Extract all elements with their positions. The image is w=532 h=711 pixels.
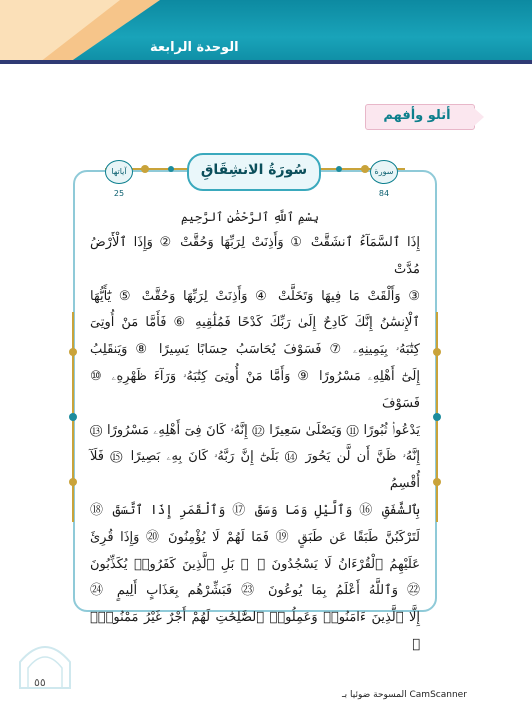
header-divider (0, 60, 532, 64)
verses-text (90, 230, 420, 652)
section-tag-label: أتلو وأفهم (383, 108, 451, 123)
verse-line: إِذَا ٱلسَّمَآءُ ٱنشَقَّتْ ① وَأَذِنَتْ لِرَبِّهَا وَحُقَّتْ ② وَإِذَا ٱلْأَرْضُ مُدَّتْ (90, 235, 420, 277)
scanner-watermark: المسوحة ضوئيا بـ CamScanner (342, 690, 467, 700)
verse-line: عَلَيْهِمُ ٱلْقُرْءَانُ لَا يَسْجُدُونَ ۩ ㉑ بَلِ ٱلَّذِينَ كَفَرُوا۟ يُكَذِّبُونَ (90, 556, 420, 572)
verse-line: كِتَٰبَهُۥ بِيَمِينِهِۦ ⑦ فَسَوْفَ يُحَاسَبُ حِسَابًا يَسِيرًا ⑧ وَيَنقَلِبُ (90, 342, 420, 358)
section-tag (365, 104, 475, 130)
verse-line: بِٱلشَّفَقِ ⑯ وَٱلَّيْلِ وَمَا وَسَقَ ⑰ وَٱلْقَمَرِ إِذَا ٱتَّسَقَ ⑱ (90, 502, 420, 518)
verse-line: ㉒ وَٱللَّهُ أَعْلَمُ بِمَا يُوعُونَ ㉓ فَبَشِّرْهُم بِعَذَابٍ أَلِيمٍ ㉔ (90, 583, 420, 599)
basmala: بِسْمِ ٱللَّهِ ٱلرَّحْمَٰنِ ٱلرَّحِيمِ (180, 210, 319, 224)
ayah-count-badge: آياتها 25 (105, 160, 133, 184)
unit-title: الوحدة الرابعة (150, 40, 239, 55)
verse-line: لَتَرْكَبُنَّ طَبَقًا عَن طَبَقٍ ⑲ فَمَا لَهُمْ لَا يُؤْمِنُونَ ⑳ وَإِذَا قُرِئَ (90, 529, 420, 545)
right-side-ornament (432, 312, 442, 522)
surah-title-box (187, 153, 321, 191)
surah-title: سُورَةُ الانشِقَاقِ (200, 162, 308, 178)
verse-line: يَدْعُوا۟ ثُبُورًا ⑪ وَيَصْلَىٰ سَعِيرًا ⑫ إِنَّهُۥ كَانَ فِىٓ أَهْلِهِۦ مَسْرُورًا ⑬ (90, 422, 420, 438)
verse-line: إِنَّهُۥ ظَنَّ أَن لَّن يَحُورَ ⑭ بَلَىٰٓ إِنَّ رَبَّهُۥ كَانَ بِهِۦ بَصِيرًا ⑮ فَلَآ أُقْسِمُ (90, 449, 420, 492)
verse-line: إِلَّا ٱلَّذِينَ ءَامَنُوا۟ وَعَمِلُوا۟ ٱلصَّٰلِحَٰتِ لَهُمْ أَجْرٌ غَيْرُ مَمْنُونٍۭ ㉕ (90, 610, 420, 652)
header-corner-decoration (0, 0, 160, 62)
verse-line: ٱلْإِنسَٰنُ إِنَّكَ كَادِحٌ إِلَىٰ رَبِّكَ كَدْحًا فَمُلَٰقِيهِ ⑥ فَأَمَّا مَنْ أُوتِىَ (90, 315, 420, 331)
verse-line: ③ وَأَلْقَتْ مَا فِيهَا وَتَخَلَّتْ ④ وَأَذِنَتْ لِرَبِّهَا وَحُقَّتْ ⑤ يَٰٓأَيُّهَا (90, 288, 420, 304)
surah-number-badge: سورة 84 (370, 160, 398, 184)
left-side-ornament (68, 312, 78, 522)
verse-line: إِلَىٰٓ أَهْلِهِۦ مَسْرُورًا ⑨ وَأَمَّا مَنْ أُوتِىَ كِتَٰبَهُۥ وَرَآءَ ظَهْرِهِۦ ⑩ فَسَوْفَ (90, 368, 420, 411)
page-number: ٥٥ (34, 676, 46, 689)
